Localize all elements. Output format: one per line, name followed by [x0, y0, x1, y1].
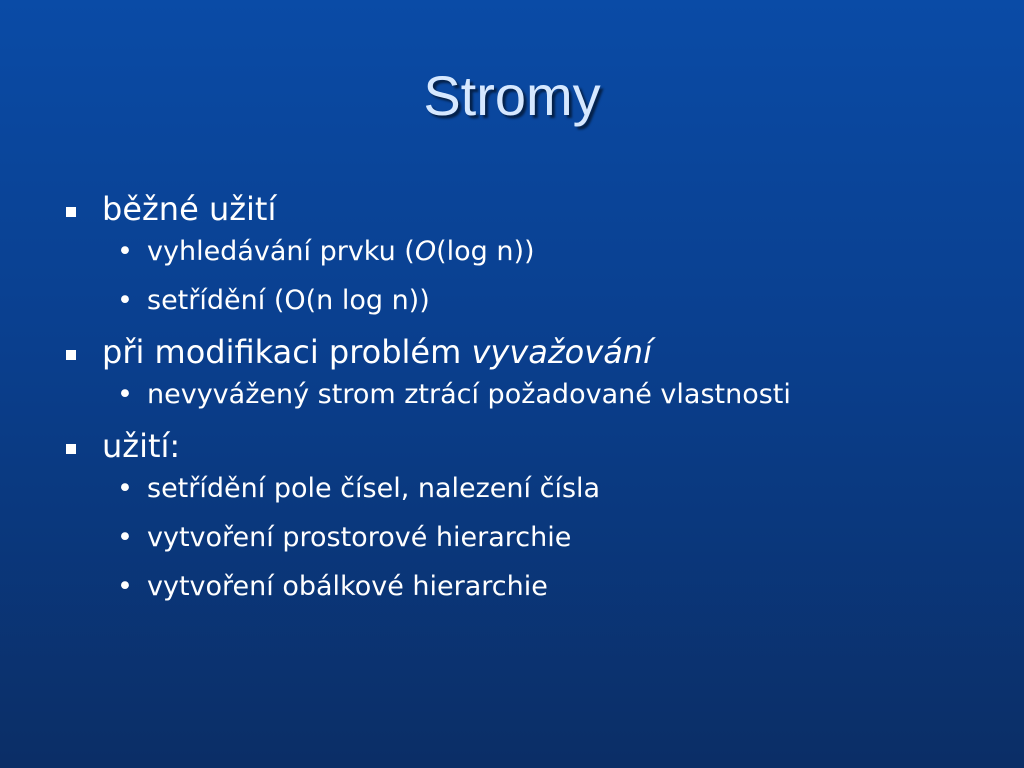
- dot-bullet-icon: •: [117, 285, 133, 316]
- slide-content: [60, 190, 1000, 619]
- sub-bullet-text: setřídění pole čísel, nalezení čísla: [147, 473, 601, 504]
- square-bullet-icon: [66, 207, 76, 217]
- dot-bullet-icon: •: [117, 473, 133, 504]
- bullet-common-use: [60, 190, 1000, 228]
- bullet-label: užití:: [102, 427, 181, 465]
- bullet-label: běžné užití: [102, 190, 277, 228]
- sub-bullet-sort-array: [60, 472, 1000, 505]
- sub-bullet-search: [60, 235, 1000, 268]
- sub-bullet-text-end: (log n)): [436, 236, 535, 267]
- bullet-modification: [60, 333, 1000, 371]
- dot-bullet-icon: •: [117, 379, 133, 410]
- bullet-uses: [60, 427, 1000, 465]
- sub-bullet-italic: O: [414, 236, 437, 267]
- slide-title: Stromy: [423, 64, 601, 127]
- sub-bullet-spatial-hierarchy: [60, 521, 1000, 554]
- sub-bullet-text: nevyvážený strom ztrácí požadované vlastnosti: [147, 379, 791, 410]
- bullet-label-italic: vyvažování: [471, 333, 652, 371]
- sub-bullet-bounding-hierarchy: [60, 570, 1000, 603]
- sub-bullet-sort: [60, 284, 1000, 317]
- sub-bullet-unbalanced: [60, 378, 1000, 411]
- dot-bullet-icon: •: [117, 571, 133, 602]
- sub-bullet-text: vytvoření obálkové hierarchie: [147, 571, 548, 602]
- sub-bullet-text: vytvoření prostorové hierarchie: [147, 522, 572, 553]
- dot-bullet-icon: •: [117, 522, 133, 553]
- sub-bullet-text: setřídění (O(n log n)): [147, 285, 430, 316]
- bullet-label: při modifikaci problém: [102, 333, 472, 371]
- square-bullet-icon: [66, 444, 76, 454]
- sub-bullet-text: vyhledávání prvku (: [147, 236, 415, 267]
- dot-bullet-icon: •: [117, 236, 133, 267]
- square-bullet-icon: [66, 350, 76, 360]
